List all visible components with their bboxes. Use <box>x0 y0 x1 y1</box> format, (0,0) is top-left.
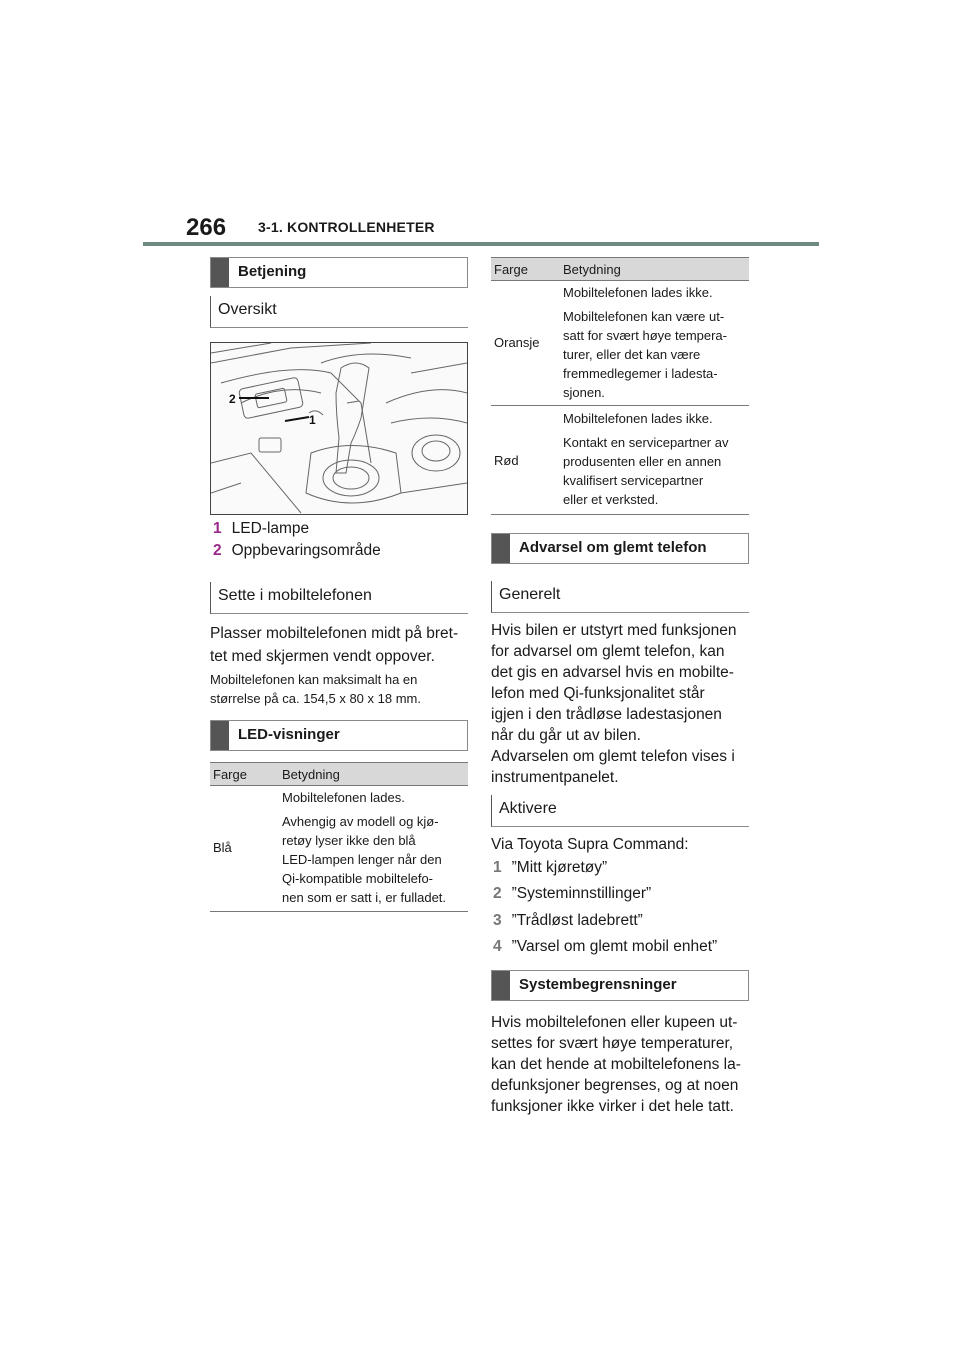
console-illustration <box>211 343 467 514</box>
text-line: Advarselen om glemt telefon vises i <box>491 748 735 765</box>
step-item <box>493 912 643 930</box>
table-cell-meaning <box>563 283 749 402</box>
figure-label-2: 2 <box>229 392 236 406</box>
text-line: settes for svært høye temperaturer, <box>491 1035 734 1052</box>
page-number: 266 <box>186 214 227 241</box>
step-number: 3 <box>493 912 502 929</box>
text-line: eller et verksted. <box>563 492 659 507</box>
system-paragraph <box>491 1012 741 1117</box>
via-text: Via Toyota Supra Command: <box>491 836 689 853</box>
text-line: sjonen. <box>563 385 605 400</box>
text-line: Mobiltelefonen kan være ut- <box>563 309 725 324</box>
table-cell-meaning <box>563 409 749 509</box>
section-system <box>491 970 749 1001</box>
column-header: Betydning <box>282 767 340 782</box>
text-line: Kontakt en servicepartner av <box>563 435 729 450</box>
text-line: retøy lyser ikke den blå <box>282 833 416 848</box>
text-line: størrelse på ca. 154,5 x 80 x 18 mm. <box>210 691 421 706</box>
text-line: lefon med Qi-funksjonalitet står <box>491 685 705 702</box>
table-header <box>210 762 468 786</box>
text-line: det gis en advarsel hvis en mobilte- <box>491 664 734 681</box>
column-header: Betydning <box>563 262 621 277</box>
section-marker <box>211 721 229 750</box>
section-title: LED-visninger <box>238 726 340 743</box>
subheading-sette <box>210 582 468 614</box>
table-cell-color: Blå <box>213 840 232 855</box>
section-title: Advarsel om glemt telefon <box>519 539 707 556</box>
section-marker <box>492 971 510 1000</box>
subheading-text: Aktivere <box>499 800 557 817</box>
section-advarsel <box>491 533 749 564</box>
step-number: 4 <box>493 938 502 955</box>
size-note <box>210 670 421 708</box>
step-item <box>493 938 717 956</box>
legend-item <box>213 542 381 560</box>
table-header <box>491 257 749 281</box>
text-line: Mobiltelefonen lades ikke. <box>563 411 713 426</box>
text-line: Mobiltelefonen lades ikke. <box>563 285 713 300</box>
text-line: defunksjoner begrenses, og at noen <box>491 1077 739 1094</box>
text-line: fremmedlegemer i ladesta- <box>563 366 718 381</box>
text-line: turer, eller det kan være <box>563 347 701 362</box>
advarsel-paragraph <box>491 746 735 788</box>
section-marker <box>211 258 229 287</box>
step-text: ”Trådløst ladebrett” <box>511 912 643 929</box>
table-rule <box>491 514 749 515</box>
table-cell-color: Rød <box>494 453 519 468</box>
text-line: Hvis mobiltelefonen eller kupeen ut- <box>491 1014 738 1031</box>
section-title: Systembegrensninger <box>519 976 677 993</box>
text-line: LED-lampen lenger når den <box>282 852 442 867</box>
text-line: Mobiltelefonen kan maksimalt ha en <box>210 672 418 687</box>
text-line: nen som er satt i, er fulladet. <box>282 890 447 905</box>
header-rule <box>143 242 819 246</box>
step-number: 1 <box>493 859 502 876</box>
step-text: ”Varsel om glemt mobil enhet” <box>511 938 718 955</box>
text-line: Qi-kompatible mobiltelefo- <box>282 871 434 886</box>
legend-text: Oppbevaringsområde <box>231 542 381 559</box>
legend-number: 1 <box>213 520 222 537</box>
figure-label-1: 1 <box>309 413 316 427</box>
table-cell-meaning <box>282 788 468 907</box>
text-line: kan det hende at mobiltelefonens la- <box>491 1056 741 1073</box>
subheading-aktivere <box>491 795 749 827</box>
subheading-oversikt <box>210 296 468 328</box>
text-line: igjen i den trådløse ladestasjonen <box>491 706 722 723</box>
subheading-text: Generelt <box>499 586 561 603</box>
text-line: Mobiltelefonen lades. <box>282 790 405 805</box>
table-cell-color: Oransje <box>494 335 540 350</box>
column-header: Farge <box>213 767 247 782</box>
subheading-generelt <box>491 581 749 613</box>
subheading-text: Oversikt <box>218 301 277 318</box>
text-line: Plasser mobiltelefonen midt på bret- <box>210 625 459 642</box>
column-header: Farge <box>494 262 528 277</box>
table-rule <box>491 405 749 406</box>
text-line: kvalifisert servicepartner <box>563 473 704 488</box>
step-item <box>493 859 607 877</box>
section-marker <box>492 534 510 563</box>
table-rule <box>210 911 468 912</box>
subheading-text: Sette i mobiltelefonen <box>218 587 372 604</box>
text-line: Avhengig av modell og kjø- <box>282 814 439 829</box>
legend-item <box>213 520 309 538</box>
text-line: tet med skjermen vendt oppover. <box>210 648 435 665</box>
sette-paragraph <box>210 623 458 667</box>
text-line: instrumentpanelet. <box>491 769 619 786</box>
text-line: Hvis bilen er utstyrt med funksjonen <box>491 622 737 639</box>
console-figure <box>210 342 468 515</box>
step-text: ”Mitt kjøretøy” <box>511 859 608 876</box>
text-line: satt for svært høye tempera- <box>563 328 727 343</box>
chapter-title: 3-1. KONTROLLENHETER <box>258 219 435 235</box>
step-item <box>493 885 651 903</box>
text-line: for advarsel om glemt telefon, kan <box>491 643 725 660</box>
section-led <box>210 720 468 751</box>
legend-text: LED-lampe <box>231 520 310 537</box>
text-line: funksjoner ikke virker i det hele tatt. <box>491 1098 734 1115</box>
text-line: produsenten eller en annen <box>563 454 722 469</box>
section-betjening <box>210 257 468 288</box>
generelt-paragraph <box>491 620 737 746</box>
section-title: Betjening <box>238 263 307 280</box>
step-number: 2 <box>493 885 502 902</box>
legend-number: 2 <box>213 542 222 559</box>
step-text: ”Systeminnstillinger” <box>511 885 652 902</box>
text-line: når du går ut av bilen. <box>491 727 641 744</box>
